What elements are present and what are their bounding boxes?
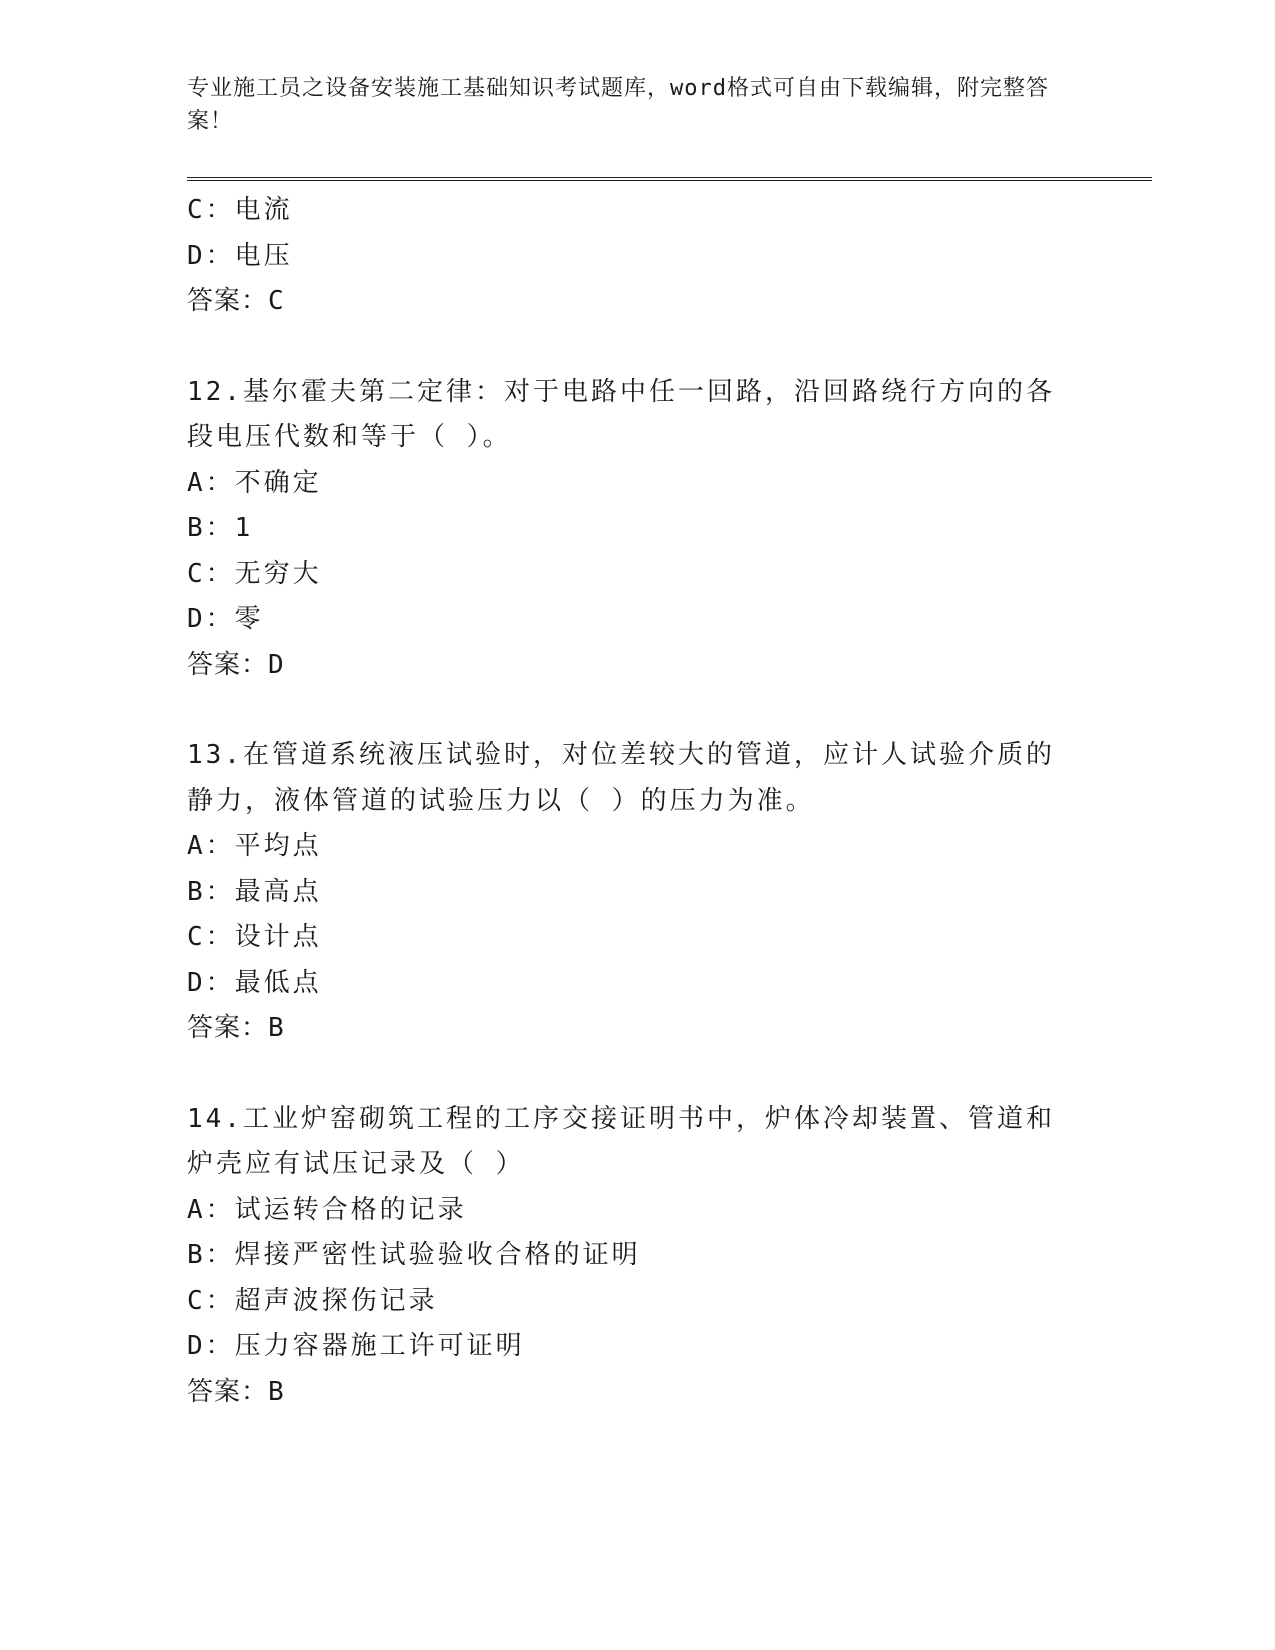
question-text — [187, 370, 1067, 461]
question-text — [187, 1097, 1067, 1188]
option-c — [187, 915, 1067, 961]
option-text: 压力容器施工许可证明 — [234, 1331, 525, 1361]
question-14 — [187, 1097, 1067, 1416]
option-letter: A： — [187, 831, 235, 861]
question-number: 12. — [187, 376, 243, 407]
option-text: 电压 — [234, 240, 293, 271]
spacer — [187, 688, 1067, 733]
option-letter: D： — [187, 240, 235, 271]
option-c — [187, 1279, 1067, 1325]
question-12 — [187, 370, 1067, 689]
option-text: 无穷大 — [234, 558, 322, 589]
option-text: 最高点 — [234, 876, 322, 907]
spacer — [187, 1052, 1067, 1097]
option-text: 不确定 — [234, 467, 322, 498]
question-13 — [187, 733, 1067, 1052]
option-text: 最低点 — [234, 967, 322, 998]
option-letter: C： — [187, 922, 235, 952]
option-c — [187, 552, 1067, 598]
option-b — [187, 870, 1067, 916]
page-header — [187, 72, 1067, 138]
option-letter: A： — [187, 467, 235, 498]
answer-line: 答案：C — [187, 286, 285, 316]
option-c — [187, 188, 1067, 234]
option-letter: B： — [187, 1240, 235, 1270]
option-b — [187, 1233, 1067, 1279]
question-stem: 基尔霍夫第二定律：对于电路中任一回路，沿回路绕行方向的各段电压代数和等于（ ）。 — [187, 376, 1055, 452]
option-letter: C： — [187, 1285, 235, 1316]
option-a — [187, 1188, 1067, 1234]
option-text: 零 — [234, 604, 264, 634]
option-text: 焊接严密性试验验收合格的证明 — [234, 1240, 641, 1270]
option-a — [187, 461, 1067, 507]
option-letter: D： — [187, 967, 235, 998]
option-text: 试运转合格的记录 — [234, 1194, 467, 1225]
option-d — [187, 234, 1067, 280]
option-text: 平均点 — [234, 831, 322, 861]
document-title: 专业施工员之设备安装施工基础知识考试题库，word格式可自由下载编辑，附完整答案！ — [187, 76, 1049, 134]
option-d — [187, 961, 1067, 1007]
option-text: 电流 — [234, 195, 293, 225]
option-text: 超声波探伤记录 — [234, 1285, 438, 1316]
question-number: 13. — [187, 740, 243, 770]
option-letter: A： — [187, 1194, 235, 1225]
option-d — [187, 1324, 1067, 1370]
option-b — [187, 506, 1067, 552]
question-stem: 工业炉窑砌筑工程的工序交接证明书中，炉体冷却装置、管道和炉壳应有试压记录及（ ） — [187, 1103, 1055, 1179]
question-number: 14. — [187, 1103, 243, 1134]
answer-line: 答案：D — [187, 649, 285, 680]
document-body — [187, 188, 1067, 1415]
option-letter: B： — [187, 513, 235, 543]
answer-line: 答案：B — [187, 1013, 285, 1043]
option-text: 1 — [234, 513, 254, 543]
question-11-continuation — [187, 188, 1067, 325]
option-letter: C： — [187, 558, 235, 589]
option-letter: D： — [187, 1331, 235, 1361]
spacer — [187, 325, 1067, 370]
option-d — [187, 597, 1067, 643]
answer-line: 答案：B — [187, 1376, 285, 1407]
option-text: 设计点 — [234, 922, 322, 952]
header-divider — [187, 177, 1152, 181]
question-text — [187, 733, 1067, 824]
question-stem: 在管道系统液压试验时，对位差较大的管道，应计人试验介质的静力，液体管道的试验压力以（ ）的压力为准。 — [187, 740, 1055, 816]
option-letter: D： — [187, 604, 235, 634]
option-letter: C： — [187, 195, 235, 225]
option-letter: B： — [187, 876, 235, 907]
option-a — [187, 824, 1067, 870]
